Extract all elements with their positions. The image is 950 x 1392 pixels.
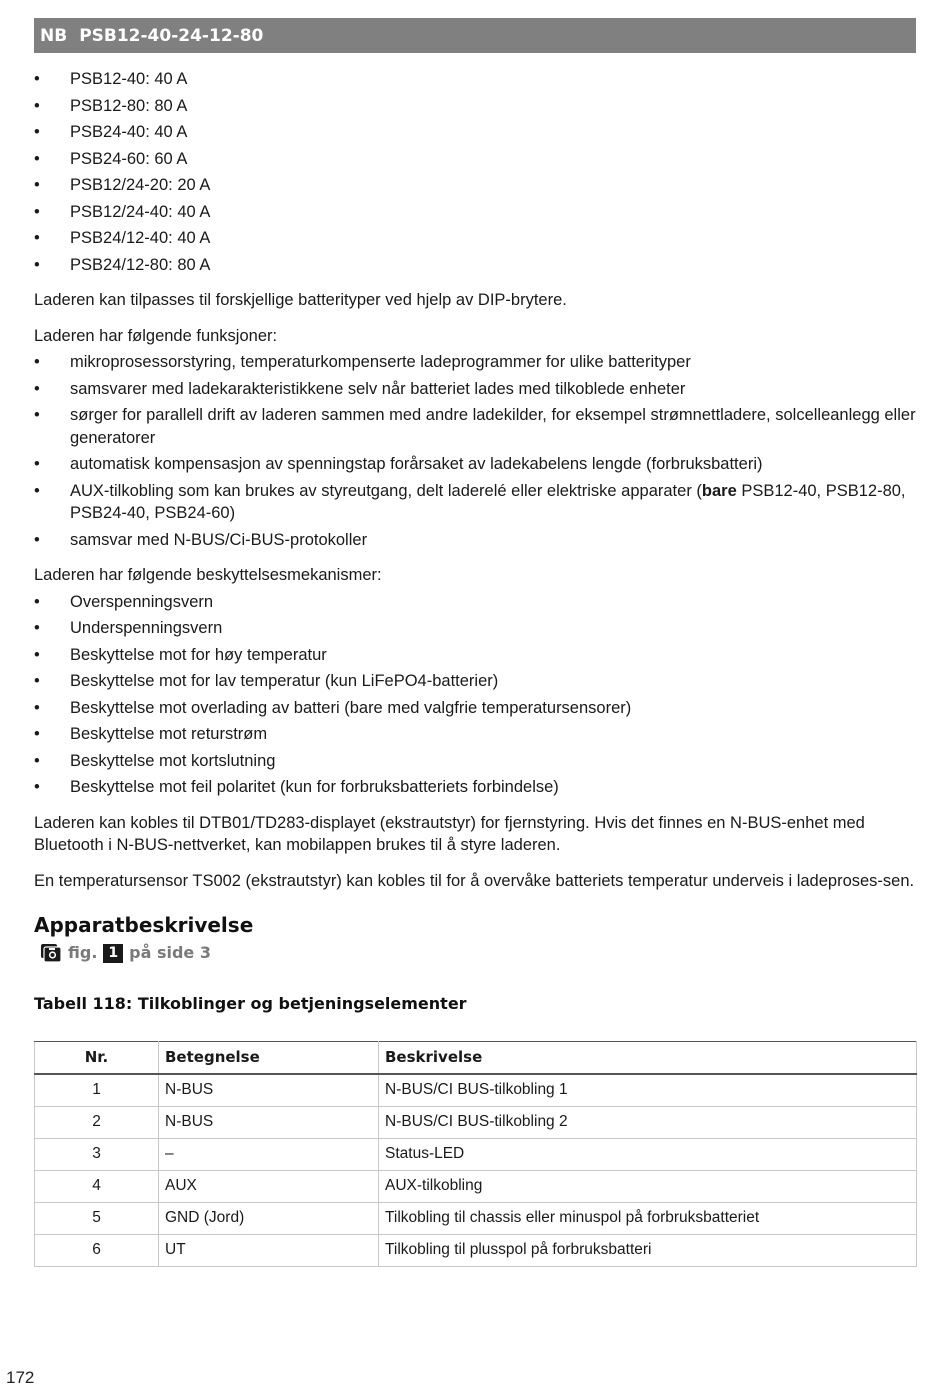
current-list xyxy=(34,68,916,276)
list-item: • PSB24/12-40: 40 A xyxy=(34,227,916,250)
table-row xyxy=(35,1234,917,1266)
language-code: NB xyxy=(40,25,68,46)
table-caption: Tabell 118: Tilkoblinger og betjeningselementer xyxy=(34,993,467,1013)
list-item: • Underspenningsvern xyxy=(34,617,916,640)
fig-page-ref: på side 3 xyxy=(129,943,211,962)
table-row xyxy=(35,1202,917,1234)
functions-list xyxy=(34,351,916,551)
aux-text-bold: bare xyxy=(701,481,737,500)
page-number: 172 xyxy=(6,1368,35,1387)
aux-text-pre: AUX-tilkobling som kan brukes av styreutgang, delt laderelé eller elektriske apparater ( xyxy=(70,481,702,500)
list-item: • PSB24/12-80: 80 A xyxy=(34,254,916,277)
list-item: • Beskyttelse mot feil polaritet (kun for forbruksbatteriets forbindelse) xyxy=(34,776,916,799)
cell-nr: 2 xyxy=(35,1106,159,1138)
aux-list-item xyxy=(34,480,916,525)
header-nr: Nr. xyxy=(35,1041,159,1074)
list-item: • Beskyttelse mot kortslutning xyxy=(34,750,916,773)
list-item: • PSB12/24-40: 40 A xyxy=(34,201,916,224)
list-item: • Beskyttelse mot for lav temperatur (kun LiFePO4-batterier) xyxy=(34,670,916,693)
cell-nr: 1 xyxy=(35,1074,159,1107)
section-title: Apparatbeskrivelse xyxy=(34,913,254,937)
table-row xyxy=(35,1074,917,1107)
cell-beskrivelse: Tilkobling til plusspol på forbruksbatteri xyxy=(379,1234,917,1266)
functions-intro: Laderen har følgende funksjoner: xyxy=(34,326,278,345)
cell-beskrivelse: Tilkobling til chassis eller minuspol på forbruksbatteriet xyxy=(379,1202,917,1234)
table-row xyxy=(35,1106,917,1138)
cell-beskrivelse: Status-LED xyxy=(379,1138,917,1170)
list-item: • Beskyttelse mot for høy temperatur xyxy=(34,644,916,667)
header-betegnelse: Betegnelse xyxy=(159,1041,379,1074)
sensor-paragraph: En temperatursensor TS002 (ekstrautstyr) kan kobles til for å overvåke batteriets temperatur underveis i ladeproses-sen. xyxy=(34,871,915,890)
list-item: • Overspenningsvern xyxy=(34,591,916,614)
page-content xyxy=(34,68,916,1267)
display-paragraph: Laderen kan kobles til DTB01/TD283-displayet (ekstrautstyr) for fjernstyring. Hvis det finnes en N-BUS-enhet med Bluetooth i N-BUS-nettverket, kan mobilappen brukes til å styre laderen. xyxy=(34,813,865,854)
list-item: • PSB12-40: 40 A xyxy=(34,68,916,91)
cell-nr: 4 xyxy=(35,1170,159,1202)
header-beskrivelse: Beskrivelse xyxy=(379,1041,917,1074)
cell-nr: 6 xyxy=(35,1234,159,1266)
table-row xyxy=(35,1170,917,1202)
cell-beskrivelse: AUX-tilkobling xyxy=(379,1170,917,1202)
cell-betegnelse: N-BUS xyxy=(159,1074,379,1107)
list-item: • samsvarer med ladekarakteristikkene selv når batteriet lades med tilkoblede enheter xyxy=(34,378,916,401)
list-item: • automatisk kompensasjon av spenningstap forårsaket av ladekabelens lengde (forbruksbatteri) xyxy=(34,453,916,476)
protection-list xyxy=(34,591,916,799)
header-bar xyxy=(34,18,916,53)
cell-betegnelse: N-BUS xyxy=(159,1106,379,1138)
cell-beskrivelse: N-BUS/CI BUS-tilkobling 2 xyxy=(379,1106,917,1138)
cell-nr: 5 xyxy=(35,1202,159,1234)
list-item: • Beskyttelse mot overlading av batteri (bare med valgfrie temperatursensorer) xyxy=(34,697,916,720)
cell-betegnelse: UT xyxy=(159,1234,379,1266)
list-item: • PSB12/24-20: 20 A xyxy=(34,174,916,197)
figure-reference[interactable] xyxy=(40,942,916,965)
cell-beskrivelse: N-BUS/CI BUS-tilkobling 1 xyxy=(379,1074,917,1107)
list-item: • PSB24-40: 40 A xyxy=(34,121,916,144)
camera-icon xyxy=(40,943,62,963)
cell-nr: 3 xyxy=(35,1138,159,1170)
list-item: • mikroprosessorstyring, temperaturkompenserte ladeprogrammer for ulike batterityper xyxy=(34,351,916,374)
list-item: • PSB24-60: 60 A xyxy=(34,148,916,171)
cell-betegnelse: GND (Jord) xyxy=(159,1202,379,1234)
model-title: PSB12-40-24-12-80 xyxy=(79,25,264,46)
protection-intro: Laderen har følgende beskyttelsesmekanismer: xyxy=(34,566,382,584)
list-item: • samsvar med N-BUS/Ci-BUS-protokoller xyxy=(34,529,916,552)
fig-number: 1 xyxy=(103,944,123,963)
connections-table xyxy=(34,1041,917,1267)
cell-betegnelse: – xyxy=(159,1138,379,1170)
list-item: • PSB12-80: 80 A xyxy=(34,95,916,118)
list-item: • sørger for parallell drift av laderen sammen med andre ladekilder, for eksempel strømnettladere, solcelleanlegg eller generatorer xyxy=(34,404,916,449)
dip-paragraph: Laderen kan tilpasses til forskjellige batterityper ved hjelp av DIP-brytere. xyxy=(34,291,567,309)
cell-betegnelse: AUX xyxy=(159,1170,379,1202)
table-row xyxy=(35,1138,917,1170)
fig-label: fig. xyxy=(68,943,98,962)
aux-text-post: PSB12-40, PSB12-80, PSB24-40, PSB24-60) xyxy=(70,481,906,522)
table-header-row xyxy=(35,1041,917,1074)
list-item: • Beskyttelse mot returstrøm xyxy=(34,723,916,746)
